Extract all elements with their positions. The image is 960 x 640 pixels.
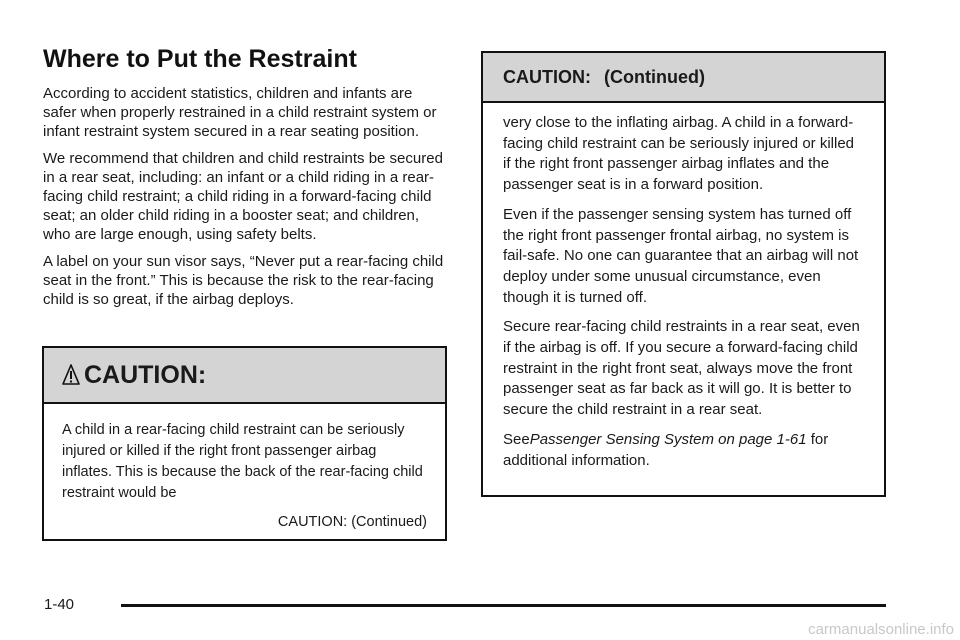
body-paragraph: We recommend that children and child restraints be secured in a rear seat, including: an infant or a child riding in a rear-facing child restraint; a child riding in a forward-facing child seat; an older child riding in a booster seat; and children, who are large enough, using safety belts. — [43, 150, 443, 243]
caution-continued-box — [481, 51, 886, 497]
see-suffix: for additional information. — [503, 430, 829, 469]
watermark: carmanualsonline.info — [808, 621, 954, 638]
body-paragraph: According to accident statistics, children and infants are safer when properly restrained in a child restraint system or infant restraint system secured in a rear seating position. — [43, 85, 437, 140]
caution-box — [42, 346, 447, 541]
page-number: 1-40 — [44, 596, 75, 613]
left-column — [43, 44, 447, 317]
caution-paragraph: very close to the inflating airbag. A child in a forward-facing child restraint can be seriously injured or killed if the right front passenger airbag inflates and the passenger seat is in a forward position. — [503, 114, 855, 194]
caution-continued-header — [483, 53, 884, 103]
warning-triangle-icon — [62, 364, 80, 386]
caution-text: A child in a rear-facing child restraint can be seriously injured or killed if the right front passenger airbag inflates. This is because the back of the rear-facing child restraint would be — [62, 422, 423, 501]
caution-header — [44, 348, 445, 404]
footer-rule — [121, 604, 886, 607]
section-title: Where to Put the Restraint — [43, 45, 357, 73]
caution-continued-label: CAUTION: (Continued) — [277, 514, 427, 530]
caution-continued-title: CAUTION: (Continued) — [503, 66, 705, 87]
caution-title: CAUTION: — [84, 360, 207, 389]
caution-paragraph: Secure rear-facing child restraints in a rear seat, even if the airbag is off. If you secure a forward-facing child restraint in the right front seat, always move the front passenger seat as far back as it will go. It is better to secure the child restraint in a rear seat. — [503, 318, 860, 419]
body-paragraph: A label on your sun visor says, “Never put a rear-facing child seat in the front.” This is because the risk to the rear-facing child is so great, if the airbag deploys. — [43, 253, 444, 308]
see-prefix: See — [503, 430, 530, 448]
caution-body — [44, 404, 445, 533]
cross-reference-link[interactable]: Passenger Sensing System on page 1-61 — [529, 430, 807, 448]
caution-continued-body — [483, 103, 884, 471]
caution-paragraph: Even if the passenger sensing system has turned off the right front passenger frontal airbag, no system is fail-safe. No one can guarantee that an airbag will not deploy under some unusual circumstance, even though it is turned off. — [503, 205, 859, 306]
see-reference — [503, 430, 864, 471]
